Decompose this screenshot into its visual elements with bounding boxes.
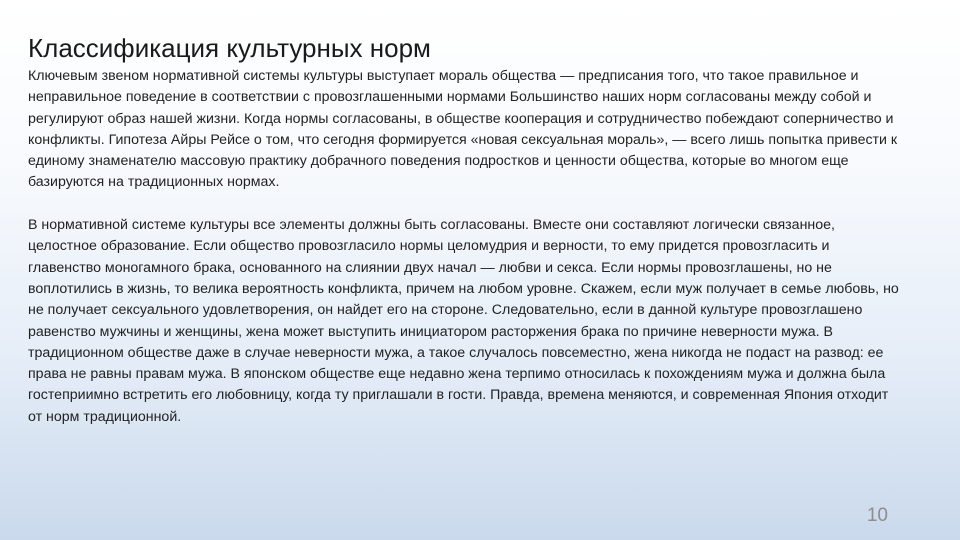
page-number: 10 [866,505,888,526]
paragraph-spacer [28,194,900,215]
body-paragraph-1: Ключевым звеном нормативной системы культуры выступает мораль общества — предписания того, что такое правильное и неправильное поведение в соответствии с провозглашенными нормами Большинство наших норм согласованы между собой и регулируют образ нашей жизни. Когда нормы согласованы, в обществе кооперация и сотрудничество побеждают соперничество и конфликты. Гипотеза Айры Рейсе о том, что сегодня формируется «новая сексуальная мораль», — всего лишь попытка привести к единому знаменателю массовую практику добрачного поведения подростков и ценности общества, которые во многом еще базируются на традиционных нормах. [28,68,898,191]
slide-title: Классификация культурных норм [28,33,431,64]
slide-body [28,66,900,428]
body-paragraph-2: В нормативной системе культуры все элементы должны быть согласованы. Вместе они составляют логически связанное, целостное образование. Если общество провозгласило нормы целомудрия и верности, то ему придется провозгласить и главенство моногамного брака, основанного на слиянии двух начал — любви и секса. Если нормы провозглашены, но не воплотились в жизнь, то велика вероятность конфликта, причем на любом уровне. Скажем, если муж получает в семье любовь, но не получает сексуального удовлетворения, он найдет его на стороне. Следовательно, если в данной культуре провозглашено равенство мужчины и женщины, жена может выступить инициатором расторжения брака по причине неверности мужа. В традиционном обществе даже в случае неверности мужа, а такое случалось повсеместно, жена никогда не подаст на развод: ее права не равны правам мужа. В японском обществе еще недавно жена терпимо относилась к похождениям мужа и должна была гостеприимно встретить его любовницу, когда ту приглашали в гости. Правда, времена меняются, и современная Япония отходит от норм традиционной. [28,217,899,425]
